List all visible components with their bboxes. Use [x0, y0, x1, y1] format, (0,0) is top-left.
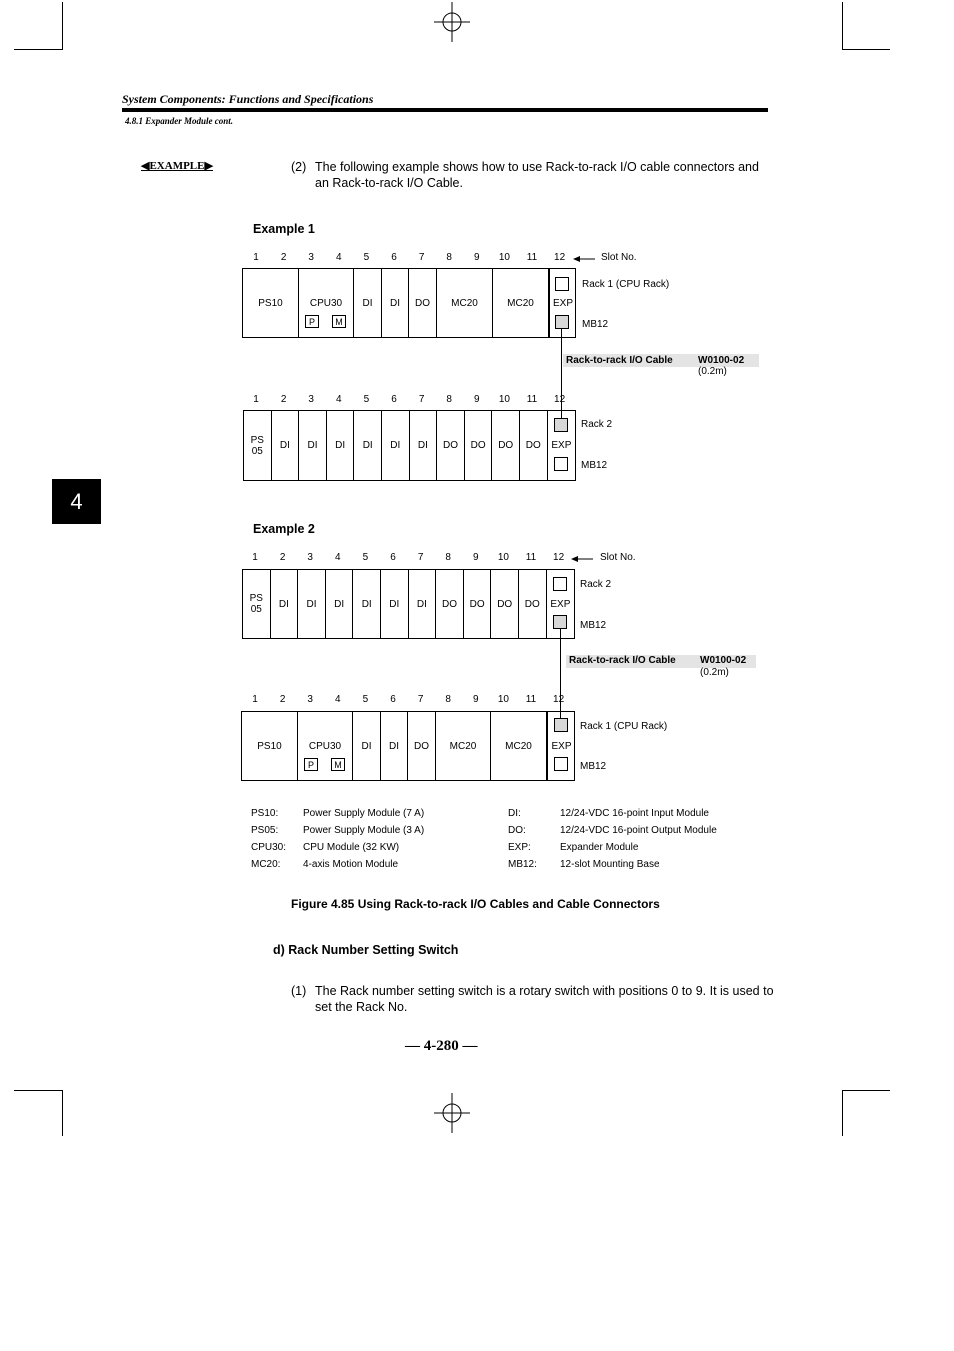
example1-rack1	[242, 268, 576, 338]
example1-rack2-module-slot-12: EXP	[551, 440, 572, 451]
example2-rack2-module-slot-5: DI	[353, 570, 381, 638]
module-di: DI	[354, 269, 382, 337]
cable-model: W0100-02	[698, 355, 745, 366]
cable-line	[560, 629, 561, 719]
example2-rack2-module-slot-2: DI	[271, 570, 299, 638]
example2-rack2-module-slot-3: DI	[298, 570, 326, 638]
legend-desc: CPU Module (32 KW)	[303, 842, 400, 853]
left-triangle-icon: ◀	[141, 160, 150, 172]
legend-abbr: PS05:	[251, 825, 279, 836]
crop-mark	[842, 1090, 843, 1136]
slot-number: 7	[417, 694, 424, 705]
para1-number: (1)	[291, 984, 307, 998]
example1-rack2	[243, 410, 576, 481]
intro-number: (2)	[291, 160, 307, 174]
slot-number: 9	[473, 694, 479, 705]
crop-mark	[14, 1090, 63, 1091]
slot-number: 5	[363, 394, 370, 405]
slot-number: 8	[445, 694, 451, 705]
crop-mark	[62, 2, 63, 50]
slot-number: 1	[252, 694, 258, 705]
module-di: DI	[382, 269, 409, 337]
crop-mark	[842, 1090, 890, 1091]
slot-number: 10	[497, 694, 509, 705]
example1-rack2-module-slot-3: DI	[299, 411, 327, 480]
slot-number: 12	[554, 252, 566, 263]
arrow-left-icon	[573, 254, 595, 264]
slot-number: 6	[391, 252, 397, 263]
example1-title: Example 1	[253, 222, 315, 236]
crop-mark	[842, 49, 890, 50]
example-tag: ◀EXAMPLE▶	[141, 160, 213, 172]
cpu-button-p: P	[305, 315, 319, 328]
legend-desc: Expander Module	[560, 842, 639, 853]
cable-length: (0.2m)	[698, 366, 727, 377]
slot-number: 12	[554, 394, 566, 405]
slot-number: 4	[335, 694, 341, 705]
connector-square	[555, 277, 569, 291]
slot-number: 6	[390, 552, 396, 563]
running-header-title: System Components: Functions and Specifications	[122, 92, 374, 106]
slot-number: 8	[445, 552, 451, 563]
mb12-label: MB12	[581, 460, 608, 471]
section-heading: d) Rack Number Setting Switch	[273, 943, 459, 957]
example1-rack2-module-slot-4: DI	[327, 411, 355, 480]
legend-desc: 12-slot Mounting Base	[560, 859, 660, 870]
slot-number: 2	[279, 694, 286, 705]
example1-rack2-module-slot-2: DI	[272, 411, 300, 480]
rack-label: Rack 2	[580, 579, 612, 590]
example2-rack2-module-slot-11: DO	[519, 570, 547, 638]
slot-number: 5	[363, 252, 370, 263]
slot-number: 2	[280, 252, 287, 263]
slot-number: 5	[362, 694, 369, 705]
crop-mark	[842, 2, 843, 50]
example1-rack2-module-slot-7: DI	[410, 411, 438, 480]
legend-desc: Power Supply Module (7 A)	[303, 808, 425, 819]
example2-rack2-module-slot-8: DO	[436, 570, 464, 638]
example1-rack2-module-slot-5: DI	[354, 411, 382, 480]
slot-number: 7	[417, 552, 424, 563]
slot-number: 1	[253, 394, 259, 405]
example2-rack2-module-slot-6: DI	[381, 570, 409, 638]
slot-number: 7	[418, 394, 425, 405]
mb12-label: MB12	[580, 761, 607, 772]
legend-abbr: DI:	[508, 808, 521, 819]
right-triangle-icon: ▶	[204, 160, 213, 172]
slot-number: 11	[526, 252, 538, 263]
slot-number: 3	[307, 694, 313, 705]
legend-abbr: EXP:	[508, 842, 531, 853]
module-mc20: MC20	[491, 712, 547, 780]
chapter-tab: 4	[52, 479, 101, 524]
legend-abbr: DO:	[508, 825, 526, 836]
example1-rack2-module-slot-6: DI	[382, 411, 410, 480]
registration-mark-icon	[432, 2, 472, 42]
slot-no-label: Slot No.	[601, 252, 637, 263]
intro-line-1: The following example shows how to use Rack-to-rack I/O cable connectors and	[315, 160, 759, 174]
example2-rack2-module-slot-1: PS 05	[243, 570, 271, 638]
slot-number: 8	[446, 252, 452, 263]
slot-number: 10	[498, 394, 510, 405]
slot-no-label: Slot No.	[600, 552, 636, 563]
cable-label: Rack-to-rack I/O Cable	[569, 655, 676, 666]
slot-number: 7	[418, 252, 425, 263]
module-exp: EXP	[547, 712, 575, 780]
slot-number: 2	[280, 394, 287, 405]
slot-number: 4	[336, 252, 342, 263]
example1-rack2-module-slot-1: PS 05	[244, 411, 272, 480]
slot-number: 1	[253, 252, 259, 263]
legend-desc: Power Supply Module (3 A)	[303, 825, 425, 836]
cable-model: W0100-02	[700, 655, 747, 666]
legend-desc: 12/24-VDC 16-point Output Module	[560, 825, 717, 836]
crop-mark	[14, 49, 63, 50]
slot-number: 3	[308, 252, 314, 263]
para1-line-1: The Rack number setting switch is a rotary switch with positions 0 to 9. It is used to	[315, 984, 774, 998]
mb12-label: MB12	[580, 620, 607, 631]
para1-line-2: set the Rack No.	[315, 1000, 408, 1014]
slot-number: 9	[474, 252, 480, 263]
connector-square	[554, 457, 568, 471]
slot-number: 4	[336, 394, 342, 405]
module-ps10: PS10	[243, 269, 299, 337]
connector-square-gray	[555, 315, 569, 329]
legend-abbr: PS10:	[251, 808, 279, 819]
slot-number: 6	[390, 694, 396, 705]
cable-label: Rack-to-rack I/O Cable	[566, 355, 673, 366]
connector-square	[553, 577, 567, 591]
module-mc20: MC20	[437, 269, 493, 337]
slot-number: 9	[473, 552, 479, 563]
legend-abbr: MC20:	[251, 859, 281, 870]
cpu-button-m: M	[331, 758, 345, 771]
slot-number: 9	[474, 394, 480, 405]
connector-square-gray	[554, 718, 568, 732]
connector-square	[554, 757, 568, 771]
rack-label: Rack 1 (CPU Rack)	[580, 721, 668, 732]
module-di: DI	[353, 712, 381, 780]
module-do: DO	[409, 269, 437, 337]
module-di: DI	[381, 712, 408, 780]
cable-line	[561, 329, 562, 419]
example1-rack2-module-slot-9: DO	[465, 411, 493, 480]
slot-number: 10	[497, 552, 509, 563]
mb12-label: MB12	[582, 319, 609, 330]
arrow-left-icon	[571, 554, 593, 564]
example1-rack2-module-slot-8: DO	[437, 411, 465, 480]
example2-rack2-module-slot-9: DO	[464, 570, 492, 638]
module-do: DO	[408, 712, 436, 780]
slot-number: 6	[391, 394, 397, 405]
slot-number: 3	[307, 552, 313, 563]
example2-rack2-module-slot-12: EXP	[550, 598, 571, 610]
slot-number: 1	[252, 552, 258, 563]
slot-number: 3	[308, 394, 314, 405]
header-rule	[122, 108, 768, 112]
example1-rack2-module-slot-10: DO	[492, 411, 520, 480]
example2-rack2-module-slot-4: DI	[326, 570, 354, 638]
crop-mark	[62, 1090, 63, 1136]
example2-title: Example 2	[253, 522, 315, 536]
slot-number: 11	[525, 694, 537, 705]
legend-abbr: CPU30:	[251, 842, 287, 853]
slot-number: 2	[279, 552, 286, 563]
intro-line-2: an Rack-to-rack I/O Cable.	[315, 176, 463, 190]
legend-desc: 12/24-VDC 16-point Input Module	[560, 808, 709, 819]
connector-square-gray	[554, 418, 568, 432]
example2-rack2	[242, 569, 575, 639]
slot-number: 4	[335, 552, 341, 563]
figure-caption: Figure 4.85 Using Rack-to-rack I/O Cables and Cable Connectors	[291, 897, 660, 911]
legend-desc: 4-axis Motion Module	[303, 859, 399, 870]
example2-rack2-module-slot-7: DI	[409, 570, 437, 638]
example2-rack1	[241, 711, 575, 781]
example2-rack2-module-slot-10: DO	[491, 570, 519, 638]
module-cpu30: CPU30	[299, 269, 354, 337]
legend-abbr: MB12:	[508, 859, 537, 870]
slot-number: 12	[553, 552, 565, 563]
slot-number: 11	[525, 552, 537, 563]
connector-square-gray	[553, 615, 567, 629]
slot-number: 11	[526, 394, 538, 405]
module-mc20: MC20	[436, 712, 491, 780]
example1-rack2-module-slot-11: DO	[520, 411, 548, 480]
slot-number: 8	[446, 394, 452, 405]
page-number: — 4-280 —	[405, 1038, 478, 1054]
module-ps10: PS10	[242, 712, 298, 780]
module-cpu30: CPU30	[298, 712, 353, 780]
rack-label: Rack 1 (CPU Rack)	[582, 279, 670, 290]
cable-length: (0.2m)	[700, 667, 729, 678]
slot-number: 12	[553, 694, 565, 705]
cpu-button-p: P	[304, 758, 318, 771]
rack-label: Rack 2	[581, 419, 613, 430]
registration-mark-icon	[432, 1093, 472, 1133]
cpu-button-m: M	[332, 315, 346, 328]
running-header-subtitle: 4.8.1 Expander Module cont.	[125, 116, 234, 126]
slot-number: 5	[362, 552, 369, 563]
module-exp: EXP	[549, 269, 576, 337]
slot-number: 10	[498, 252, 510, 263]
module-mc20: MC20	[493, 269, 549, 337]
